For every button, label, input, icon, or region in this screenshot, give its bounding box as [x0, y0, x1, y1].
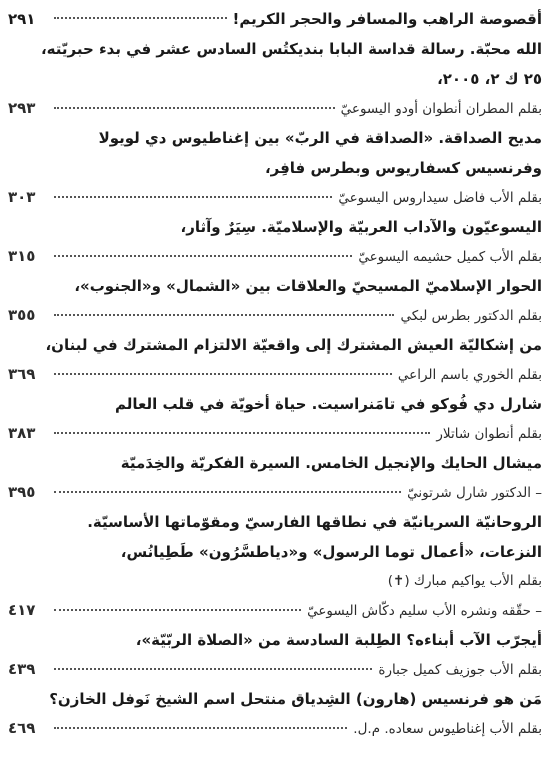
entry-title: أقصوصة الراهب والمسافر والحجر الكريم!: [232, 10, 542, 28]
entry-title-line: النزعات، «أعمال توما الرسول» و«دياطسَّرُون» طَطِيانُس،: [120, 543, 542, 561]
dot-leader: [54, 580, 382, 581]
entry-title-line: من إشكاليّة العيش المشترك إلى واقعيّة الالتزام المشترك في لبنان،: [45, 336, 542, 354]
toc-entry: [8, 389, 542, 448]
entry-author-row: [8, 183, 542, 212]
entry-author: بقلم الدكتور بطرس لبكي: [400, 308, 542, 324]
entry-author-row: [8, 242, 542, 271]
dot-leader: [54, 254, 352, 257]
entry-title-line: ٢٥ ك ٢، ٢٠٠٥،: [437, 70, 542, 88]
toc-entry: [8, 271, 542, 330]
entry-title-line: وفرنسيس كسفاريوس وبطرس فافِر،: [264, 159, 542, 177]
page-number: ٣٦٩: [8, 365, 36, 383]
toc-entry: [8, 330, 542, 389]
entry-author-row: [8, 301, 542, 330]
toc-entry: [8, 625, 542, 684]
page-number: ٣٠٣: [8, 188, 36, 206]
page-number: ٢٩٣: [8, 99, 36, 117]
page-number: ٣١٥: [8, 247, 36, 265]
dot-leader: [54, 608, 301, 611]
entry-author-row: [8, 596, 542, 625]
entry-author: بقلم الأب جوزيف كميل جبارة: [378, 662, 542, 678]
entry-title-line: الله محبّة. رسالة قداسة البابا بنديكتُس السادس عشر في بدء حبريّته،: [40, 40, 542, 58]
toc-entry: [8, 507, 542, 596]
page-number: ٢٩١: [8, 10, 36, 28]
entry-author: بقلم الأب إغناطيوس سعاده. م.ل.: [353, 721, 542, 737]
entry-author-row: [8, 714, 542, 743]
entry-author-row: [8, 567, 542, 596]
entry-title-line: ميشال الحايك والإنجيل الخامس. السيرة الفكريّة والخِدَميّة: [120, 454, 542, 472]
entry-author-row: [8, 478, 542, 507]
entry-author: – الدكتور شارل شرتونيّ: [407, 485, 542, 501]
entry-title-line: اليسوعيّون والآداب العربيّة والإسلاميّة. سِيَرٌ وآثار،: [180, 218, 542, 236]
toc-entry: [8, 212, 542, 271]
dot-leader: [54, 372, 392, 375]
page-number: ٣٥٥: [8, 306, 36, 324]
entry-author-row: [8, 655, 542, 684]
page-number: ٣٩٥: [8, 483, 36, 501]
entry-title-line: الحوار الإسلاميّ المسيحيّ والعلاقات بين «الشمال» و«الجنوب»،: [74, 277, 542, 295]
page-number: ٣٨٣: [8, 424, 36, 442]
entry-author: – حقّقه ونشره الأب سليم دكّاش اليسوعيّ: [307, 603, 542, 619]
page-number: ٤٣٩: [8, 660, 36, 678]
entry-title-line: الروحانيّة السريانيّة في نطاقها الفارسيّ ومقوّماتها الأساسيّة.: [87, 513, 542, 531]
dot-leader: [54, 106, 335, 109]
entry-author-row: [8, 360, 542, 389]
dot-leader: [54, 313, 394, 316]
dot-leader: [54, 726, 347, 729]
page-number: ٤٦٩: [8, 719, 36, 737]
toc-entry-first: [8, 4, 542, 34]
dot-leader: [54, 490, 401, 493]
entry-title-line: شارل دي فُوكو في تامَنراسيت. حياة أخويّة في قلب العالم: [114, 395, 542, 413]
entry-author: بقلم أنطوان شاتلار: [436, 426, 542, 442]
entry-author: بقلم الأب كميل حشيمه اليسوعيّ: [358, 249, 542, 265]
toc-entry: [8, 123, 542, 212]
dot-leader: [54, 195, 332, 198]
entry-author: بقلم الخوري باسم الراعي: [397, 367, 542, 383]
entry-author-row: [8, 94, 542, 123]
dot-leader: [54, 17, 227, 19]
toc-entry: [8, 34, 542, 123]
toc-entry: [8, 684, 542, 743]
entry-title-line: مَن هو فرنسيس (هارون) الشِدياق منتحل اسم الشيخ نَوفل الخازن؟: [49, 690, 542, 708]
dot-leader: [54, 431, 430, 434]
toc-entry: [8, 448, 542, 507]
toc-entry: [8, 596, 542, 625]
entry-author: بقلم الأب فاضل سيداروس اليسوعيّ: [338, 190, 542, 206]
entry-title-line: مديح الصداقة. «الصداقة في الربّ» بين إغناطيوس دي لويولا: [98, 129, 542, 147]
entry-author: بقلم المطران أنطوان أودو اليسوعيّ: [340, 101, 542, 117]
page-number: ٤١٧: [8, 601, 36, 619]
entry-author: بقلم الأب يواكيم مبارك (✝): [387, 573, 542, 589]
entry-title-line: أيجرّب الآب أبناءه؟ الطِلبة السادسة من «الصلاة الربّيّة»،: [135, 631, 542, 649]
entry-author-row: [8, 419, 542, 448]
dot-leader: [54, 667, 372, 670]
